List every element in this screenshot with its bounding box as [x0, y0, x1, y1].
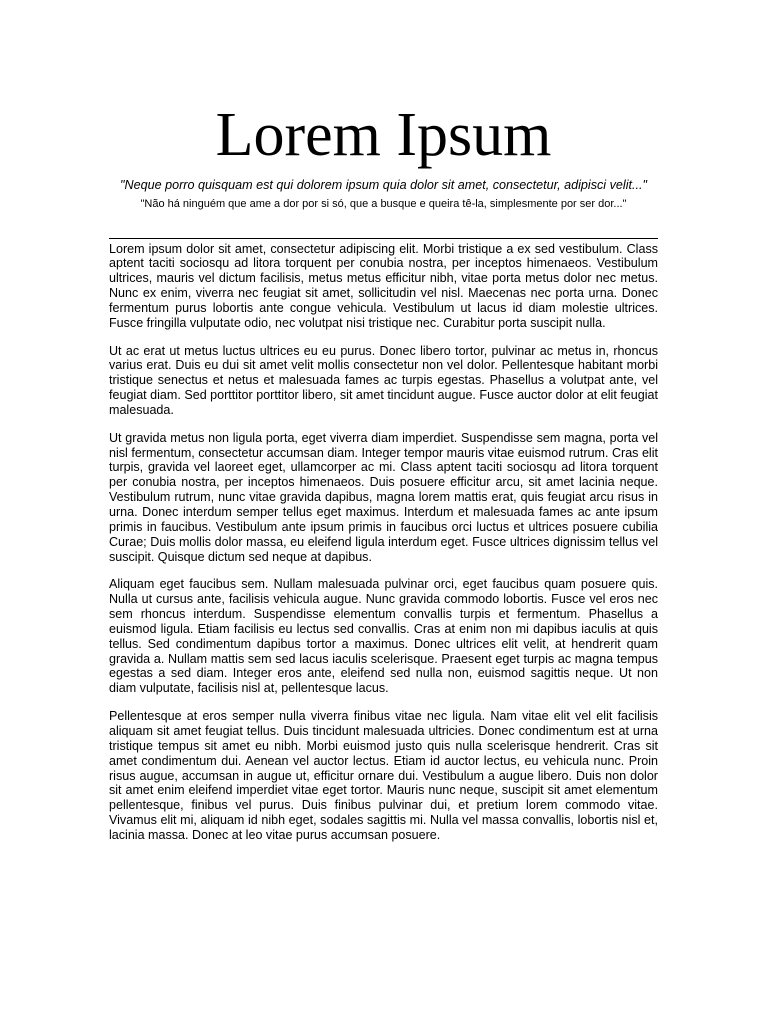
body-paragraph: Pellentesque at eros semper nulla viverra finibus vitae nec ligula. Nam vitae elit vel elit facilisis aliquam sit amet feugiat tellus. Duis tincidunt malesuada ultricies. Donec condimentum est at urna tristique tempus sit amet eu nibh. Morbi euismod justo quis nulla scelerisque hendrerit. Cras sit amet condimentum dui. Aenean vel auctor lectus. Etiam id auctor lectus, eu vehicula nunc. Proin risus augue, accumsan in augue ut, efficitur ornare dui. Vestibulum a augue libero. Duis non dolor sit amet enim eleifend imperdiet vitae eget tortor. Mauris nunc neque, suscipit sit amet elementum pellentesque, finibus vel purus. Duis finibus pulvinar dui, et pretium lorem commodo vitae. Vivamus elit mi, aliquam id nibh eget, sodales sagittis mi. Nulla vel massa convallis, lobortis nisl et, lacinia massa. Donec at leo vitae purus accumsan posuere.	[109, 709, 658, 842]
body-paragraph: Lorem ipsum dolor sit amet, consectetur adipiscing elit. Morbi tristique a ex sed vestibulum. Class aptent taciti sociosqu ad litora torquent per conubia nostra, per inceptos himenaeos. Vestibulum ultrices, mauris vel dictum facilisis, metus metus efficitur nibh, vitae porta metus dolor nec metus. Nunc ex enim, viverra nec feugiat sit amet, sollicitudin vel nisl. Maecenas nec porta urna. Donec fermentum purus lobortis ante congue vehicula. Vestibulum ut lacus id diam molestie ultrices. Fusce fringilla vulputate odio, nec volutpat nisi tristique nec. Curabitur porta suscipit nulla.	[109, 241, 658, 330]
portuguese-quote: "Não há ninguém que ame a dor por si só, que a busque e queira tê-la, simplesmente por ser dor..."	[140, 197, 627, 210]
document-page	[109, 0, 658, 856]
horizontal-divider	[109, 238, 658, 239]
latin-quote: "Neque porro quisquam est qui dolorem ipsum quia dolor sit amet, consectetur, adipisci velit..."	[120, 178, 647, 192]
body-paragraph: Aliquam eget faucibus sem. Nullam malesuada pulvinar orci, eget faucibus quam posuere quis. Nulla ut cursus ante, facilisis vehicula augue. Nunc gravida commodo lobortis. Fusce vel eros nec sem rhoncus interdum. Suspendisse elementum convallis turpis et fermentum. Phasellus a euismod ligula. Etiam facilisis eu lectus sed convallis. Cras at enim non mi dapibus iaculis at quis tellus. Sed condimentum dapibus tortor a maximus. Donec ultrices elit velit, at hendrerit quam gravida a. Nullam mattis sem sed lacus iaculis scelerisque. Praesent eget turpis ac magna tempus egestas a sed diam. Integer eros ante, eleifend sed nulla non, euismod sagittis neque. Ut non diam vulputate, facilisis nisl at, pellentesque lacus.	[109, 577, 658, 696]
body-paragraph: Ut gravida metus non ligula porta, eget viverra diam imperdiet. Suspendisse sem magna, porta vel nisl fermentum, consectetur accumsan diam. Integer tempor mauris vitae euismod rutrum. Cras elit turpis, gravida vel laoreet eget, ullamcorper ac mi. Class aptent taciti sociosqu ad litora torquent per conubia nostra, per inceptos himenaeos. Duis posuere efficitur arcu, sit amet lacinia neque. Vestibulum rutrum, nunc vitae gravida dapibus, magna lorem mattis erat, quis feugiat arcu risus in urna. Donec interdum semper tellus eget maximus. Interdum et malesuada fames ac ante ipsum primis in faucibus. Vestibulum ante ipsum primis in faucibus orci luctus et ultrices posuere cubilia Curae; Duis mollis dolor massa, eu eleifend ligula interdum eget. Fusce ultrices dignissim tellus vel suscipit. Quisque dictum sed neque at dapibus.	[109, 430, 658, 564]
body-paragraph: Ut ac erat ut metus luctus ultrices eu eu purus. Donec libero tortor, pulvinar ac metus in, rhoncus varius erat. Duis eu dui sit amet velit mollis consectetur non vel dolor. Pellentesque habitant morbi tristique senectus et netus et malesuada fames ac turpis egestas. Phasellus a volutpat ante, vel feugiat diam. Sed porttitor porttitor libero, sit amet tincidunt augue. Fusce auctor dolor at elit feugiat malesuada.	[109, 343, 658, 417]
document-body	[109, 242, 658, 843]
document-title: Lorem Ipsum	[215, 101, 552, 169]
